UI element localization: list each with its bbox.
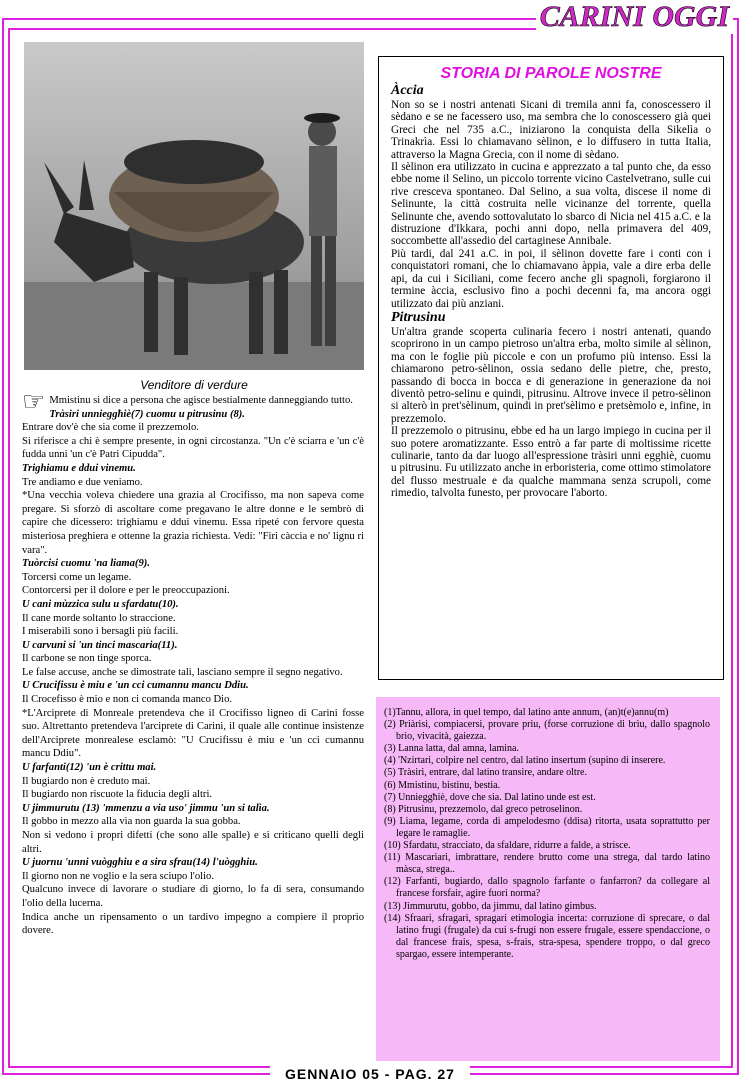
proverb-heading: U cani mùzzica sulu u sfardatu(10).	[22, 598, 179, 610]
story-paragraph: Non so se i nostri antenati Sicani di tremila anni fa, conoscessero il sèdano e se ne facessero uso, ma sembra che lo conoscessero già quei Greci che nel 735 a.C., iniziarono la conquista della Sikelìa o Trinakrìa. Essi lo chiamavano sèlinon, e lo diffusero in tutta Italia, attraverso la Magna Grecia, con il nome di sèdano.	[391, 99, 711, 161]
footnote: (11) Mascariari, imbrattare, rendere brutto come una strega, dal tardo latino màsca, strega..	[384, 852, 710, 876]
proverb-text: Mmistinu si dice a persona che agisce bestialmente danneggiando tutto.	[49, 395, 353, 406]
story-paragraph: Più tardi, dal 241 a.C. in poi, il sèlinon dovette fare i conti con i conquistatori romani, che lo chiamavano àppia, vale a dire erba delle api, da cui i Siciliani, come fecero anche gli spagnoli, forgiarono il termine àccia, esclusivo fino a pochi decenni fa, ma ancora oggi utilizzato dai più anziani.	[391, 247, 711, 310]
proverb-text: Entrare dov'è che sia come il prezzemolo.	[22, 422, 199, 434]
story-title: STORIA DI PAROLE NOSTRE	[440, 65, 662, 82]
page-footer: GENNAIO 05 - PAG. 27	[270, 1066, 470, 1082]
story-paragraph: Il sèlinon era utilizzato in cucina e apprezzato a tal punto che, da esso ebbe nome il Selino, un piccolo torrente vicino Castelvetrano, sulle cui rive cresceva spontaneo. Dal Selino, a sua volta, discese il nome di Selinunte, la città costruita nelle vicinanze del torrente, quella Selinunte che, avendo sottovalutato lo sbarco di Nicia nel 415 a.C. e la distruzione d'Ikkara, pochi anni dopo, nella primavera del 409, soccombette all'assedio del cartaginese Annibale.	[391, 161, 711, 248]
footnote: (9) Liama, legame, corda di ampelodesmo (ddisa) ritorta, usata soprattutto per legare le ramaglie.	[384, 815, 710, 839]
proverb-heading: U Crucifissu è miu e 'un cci cumannu mancu Ddiu.	[22, 680, 249, 692]
proverb-text: Il carbone se non tinge sporca.	[22, 653, 152, 665]
proverb-heading: U farfanti(12) 'un è crittu mai.	[22, 762, 157, 774]
proverb-text: *L'Arciprete di Monreale pretendeva che il Crocifisso ligneo di Carini fosse suo. Altrettanto pretendeva l'arciprete di Carini, il quale alle continue insistenze dell'Arciprete monrealese esclamò: "U Crucifissu è miu e 'un cci cumannu mancu Ddiu".	[22, 707, 364, 760]
footnote: (4) 'Nzirtari, colpire nel centro, dal latino insertum (supino di inserere.	[384, 755, 666, 767]
proverb-heading: U juornu 'unni vuògghiu e a sira sfrau(14) l'uògghiu.	[22, 857, 258, 869]
proverb-text: Si riferisce a chi è sempre presente, in ogni circostanza. "Un c'è sciarra e 'un c'è fudda unni 'un c'è Patri Cipudda".	[22, 435, 364, 461]
proverb-heading: Tràsiri unnieggħiè(7) cuomu u pitrusinu (8).	[49, 408, 245, 420]
pointing-hand-icon: ☞	[22, 387, 46, 416]
footnote: (14) Sfraari, sfragari, spragari etimologia incerta: corruzione di sprecare, o dal latino frugi (frugale) da cui s-frugi non essere frugale, essere spendaccione, o dal francese frais, spesa, s-frais, stra-spesa, spendere troppo, o dal greco spargao, essere intemperante.	[384, 912, 710, 960]
photo-caption: Venditore di verdure	[140, 378, 248, 392]
footnote: (12) Farfanti, bugiardo, dallo spagnolo farfante o fanfarron? da collegare al francese forsfair, agire fuori norma?	[384, 876, 710, 900]
vegetable-seller-photo	[24, 42, 364, 370]
proverb-text: Il cane morde soltanto lo straccione.	[22, 612, 176, 624]
proverbs-column	[22, 387, 364, 938]
proverb-text: Contorcersi per il dolore e per le preoccupazioni.	[22, 585, 230, 597]
proverb-text: *Una vecchia voleva chiedere una grazia al Crocifisso, ma non sapeva come pregare. Si sforzò di ascoltare come pregavano le altre donne e le sembrò di capire che dicessero: trighiamu e ddui vinemu. Essa ripeté con fervore questa misteriosa preghiera e ottenne la grazia richiesta. Vedi: "Firi càccia e no' lignu ri vara".	[22, 490, 364, 556]
footnote: (3) Lanna latta, dal amna, lamina.	[384, 743, 519, 755]
footnote: (8) Pitrusinu, prezzemolo, dal greco petroselinon.	[384, 803, 583, 815]
proverb-text: Torcersi come un legame.	[22, 571, 132, 583]
masthead-logo: CARINI OGGI	[536, 0, 733, 34]
proverb-text: Indica anche un ripensamento o un tardivo impegno a compiere il proprio dovere.	[22, 911, 364, 937]
footnotes-box	[376, 697, 720, 1061]
proverb-heading: Tuòrcisi cuomu 'na liama(9).	[22, 558, 150, 570]
proverb-heading: Trighiamu e ddui vinemu.	[22, 462, 136, 474]
proverb-heading: U carvuni si 'un tinci mascaria(11).	[22, 639, 178, 651]
proverb-heading: U jimmurutu (13) 'mmenzu a via uso' jimmu 'un si talìa.	[22, 802, 270, 814]
proverb-text: Il bugiardo non riscuote la fiducia degli altri.	[22, 789, 213, 801]
footnote: (5) Tràsiri, entrare, dal latino transire, andare oltre.	[384, 767, 587, 779]
footnote: (1)Tannu, allora, in quel tempo, dal latino ante annum, (an)t(e)annu(m)	[384, 707, 669, 718]
proverb-text: Il bugiardo non è creduto mai.	[22, 775, 151, 787]
proverb-text: Tre andiamo e due veniamo.	[22, 476, 143, 488]
story-section-heading: Pitrusinu	[391, 309, 446, 325]
footnote: (6) Mmistinu, bistinu, bestia.	[384, 779, 501, 791]
proverb-text: Il giorno non ne voglio e la sera sciupo l'olio.	[22, 870, 214, 882]
story-section-heading: Àccia	[391, 83, 424, 98]
footnote: (10) Sfardatu, stracciato, da sfaldare, ridurre a falde, a strisce.	[384, 840, 631, 852]
story-box	[378, 56, 724, 680]
story-paragraph: Il prezzemolo o pitrusinu, ebbe ed ha un largo impiego in cucina per il suo potere aromatizzante. Esso entrò a far parte di moltissime ricette culinarie, tanto da dar luogo all'espressione tràsiri unni egghiè, cuomu u pitrusinu. Fu utilizzato anche in erboristeria, come ottimo stimolatore del flusso mestruale e da qualche mammana senza scrupoli, come rimedio, talvolta funesto, per provocare l'aborto.	[391, 425, 711, 500]
proverb-text: Le false accuse, anche se dimostrate tali, lasciano sempre il segno negativo.	[22, 666, 343, 678]
story-text	[391, 83, 711, 500]
story-paragraph: Un'altra grande scoperta culinaria fecero i nostri antenati, quando scoprirono in un campo pietroso un'altra erba, molto simile al sèlinon, ma con le foglie più piccole e con un profumo più intenso. Essi la chiamarono petro-sèlinon, ossia sedano delle pietre, che, presto, passando di bocca in bocca e di generazione in generazione da noi diventò petro-selinu e quindi, pitrusinu. Altrove invece il petro-sèlinon si alterò in pret'sèlinum, quindi in pret'sèlimo e pretsèmolo e, infine, in prezzemolo.	[391, 325, 711, 425]
footnote: (2) Priàrisi, compiacersi, provare priu, (forse corruzione di brìu, dallo spagnolo brio, vivacità, gaiezza.	[384, 719, 710, 743]
proverb-text: Il gobbo in mezzo alla via non guarda la sua gobba.	[22, 816, 241, 828]
proverb-text: Qualcuno invece di lavorare o studiare di giorno, lo fa di sera, consumando l'olio della lucerna.	[22, 884, 364, 909]
proverb-text: Non si vedono i propri difetti (che sono alle spalle) e si criticano quelli degli altri.	[22, 830, 364, 855]
footnote: (7) Unnieggħiè, dove che sia. Dal latino unde est est.	[384, 791, 596, 803]
proverb-text: Il Crocefisso è mio e non ci comanda manco Dio.	[22, 694, 233, 706]
footnote: (13) Jimmurutu, gobbo, da jimmu, dal latino gimbus.	[384, 900, 597, 912]
proverb-text: I miserabili sono i bersagli più facili.	[22, 626, 179, 638]
